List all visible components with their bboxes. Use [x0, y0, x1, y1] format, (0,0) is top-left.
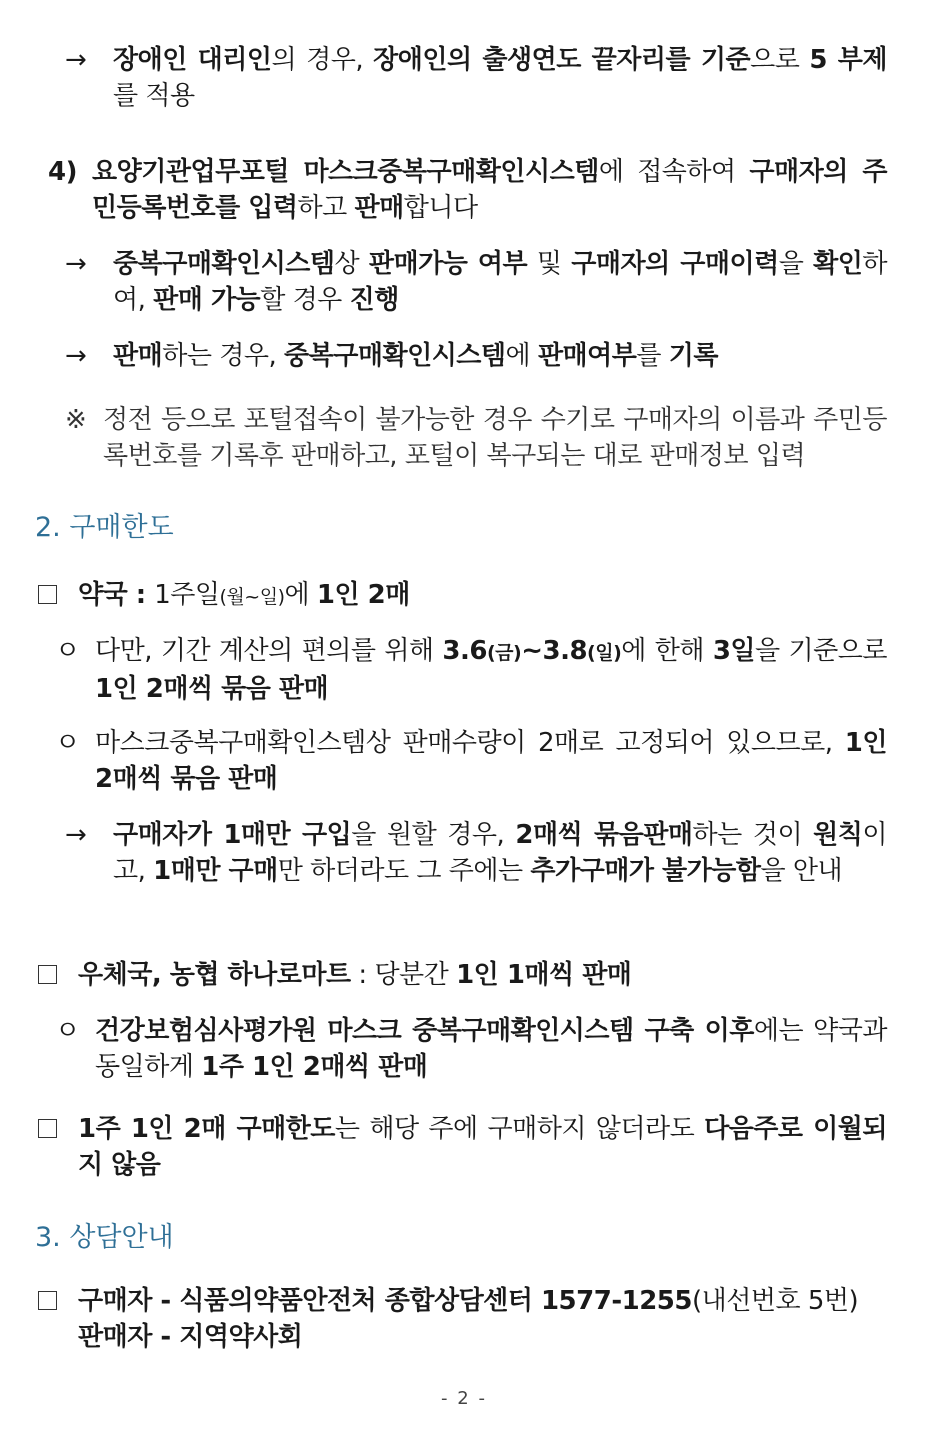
text-run: 에: [284, 580, 317, 610]
text-run: 기록: [668, 341, 719, 371]
bullet-circle: ㅇ: [55, 1016, 80, 1046]
text-run: 구매자의 구매이력: [571, 249, 779, 279]
text-run: 마스크중복구매확인스템상 판매수량이 2매로 고정되어 있으므로,: [95, 728, 845, 758]
text-run: 장애인 대리인: [113, 45, 272, 75]
text-run: 판매: [113, 341, 163, 371]
pharmacy-single-purchase-text: [113, 820, 887, 886]
text-run: : 당분간: [350, 960, 457, 990]
post-office-detail-text: [95, 1016, 887, 1082]
text-run: 1주 1인 2매씩 판매: [201, 1052, 428, 1082]
text-run: 에는 약국과 동일하게: [95, 1016, 887, 1082]
text-run: 를: [636, 341, 669, 371]
post-office-detail: [55, 1013, 887, 1085]
text-run: 추가구매가 불가능함: [530, 856, 761, 886]
pharmacy-detail-dates-text: [95, 636, 887, 704]
text-run: 장애인의 출생연도 끝자리를 기준: [373, 45, 751, 75]
text-run: 하고: [297, 193, 355, 223]
text-run: 으로: [750, 45, 810, 75]
text-run: 에: [505, 341, 538, 371]
weekly-limit-rule: [38, 1111, 887, 1183]
text-run: 확인: [813, 249, 863, 279]
bullet-circle: ㅇ: [55, 636, 80, 666]
text-run: 우체국, 농협 하나로마트: [78, 960, 351, 990]
text-run: 1인 2매씩 묶음 판매: [95, 674, 329, 704]
text-run: 1주일: [154, 580, 220, 610]
text-run: 구매자의 주민등록번호를 입력: [92, 157, 887, 223]
section-title-consultation: 3. 상담안내: [35, 1222, 174, 1253]
text-run: 의 경우,: [271, 45, 374, 75]
arrow-marker: →: [65, 341, 87, 371]
text-run: 에 접속하여: [598, 157, 750, 187]
pharmacy-rule-text: [78, 580, 410, 610]
text-run: 만 하더라도 그 주에는: [277, 856, 531, 886]
contact-seller: [78, 1319, 887, 1355]
checkbox-square-icon: [38, 1119, 57, 1138]
page-number: - 2 -: [441, 1388, 487, 1409]
text-run: 판매자 - 지역약사회: [78, 1322, 303, 1352]
text-run: 1인 1매씩 판매: [456, 960, 632, 990]
checkbox-square-icon: [38, 965, 57, 984]
text-run: 합니다: [403, 193, 478, 223]
item-number: 4): [48, 157, 77, 187]
text-run: 상: [334, 249, 369, 279]
item-4-arrow-record-text: [113, 341, 718, 371]
text-run: 판매 가능: [153, 285, 261, 315]
text-run: 하여,: [113, 249, 887, 315]
text-run: 에 한해: [621, 636, 713, 666]
text-run: 다음주로 이월되지 않음: [78, 1114, 887, 1180]
checkbox-square-icon: [38, 1291, 57, 1310]
checkbox-square-icon: [38, 585, 57, 604]
text-run: 하는 경우,: [162, 341, 284, 371]
section-title-purchase-limit: 2. 구매한도: [35, 512, 174, 543]
text-run: 약국: [78, 580, 128, 610]
text-run: 1매만 구매: [153, 856, 278, 886]
text-run: 3.6: [442, 636, 487, 666]
text-run: 1주 1인 2매 구매한도: [78, 1114, 335, 1144]
text-run: 2매씩 묶음판매: [515, 820, 693, 850]
text-run: (금): [486, 642, 522, 664]
pharmacy-single-purchase: [65, 817, 887, 889]
contact-info: [38, 1283, 887, 1355]
text-run: 이고,: [113, 820, 888, 886]
pharmacy-detail-fixed-qty-text: [95, 728, 887, 794]
agent-rule: [65, 42, 887, 114]
text-run: 5 부제: [809, 45, 888, 75]
item-4: [48, 154, 887, 226]
text-run: 판매: [354, 193, 404, 223]
item-4-arrow-record: [65, 338, 887, 374]
text-run: 을: [778, 249, 814, 279]
arrow-marker: →: [65, 820, 87, 850]
agent-rule-text: [113, 45, 887, 111]
text-run: 다만, 기간 계산의 편의를 위해: [95, 636, 443, 666]
text-run: 하는 것이: [692, 820, 814, 850]
text-run: 중복구매확인시스템: [113, 249, 335, 279]
item-4-text: [92, 157, 887, 223]
text-run: (월~일): [219, 586, 285, 608]
text-run: 할 경우: [260, 285, 350, 315]
pharmacy-detail-dates: [55, 633, 887, 707]
text-run: (일): [587, 642, 622, 664]
text-run: 요양기관업무포털 마스크중복구매확인시스템: [92, 157, 599, 187]
text-run: (내선번호 5번): [692, 1286, 859, 1316]
text-run: 을 기준으로: [755, 636, 887, 666]
pharmacy-rule: [38, 577, 887, 615]
post-office-rule-text: [78, 960, 631, 990]
text-run: 구매자가 1매만 구입: [113, 820, 352, 850]
text-run: 구매자 - 식품의약품안전처 종합상담센터 1577-1255: [78, 1286, 692, 1316]
text-run: :: [127, 580, 155, 610]
text-run: ~3.8: [521, 636, 588, 666]
text-run: 를 적용: [113, 81, 195, 111]
item-4-arrow-check-text: [113, 249, 887, 315]
text-run: 는 해당 주에 구매하지 않더라도: [334, 1114, 705, 1144]
text-run: 및: [527, 249, 572, 279]
text-run: 진행: [349, 285, 399, 315]
item-4-arrow-check: [65, 246, 887, 318]
outage-note: [65, 402, 887, 474]
bullet-circle: ㅇ: [55, 728, 80, 758]
note-marker: ※: [65, 405, 87, 435]
contact-buyer: [78, 1283, 887, 1319]
arrow-marker: →: [65, 249, 87, 279]
text-run: 1인 2매씩 묶음 판매: [95, 728, 887, 794]
text-run: 원칙: [813, 820, 863, 850]
text-run: 을 원할 경우,: [351, 820, 516, 850]
text-run: 판매가능 여부: [368, 249, 528, 279]
text-run: 판매여부: [537, 341, 637, 371]
text-run: 건강보험심사평가원 마스크 중복구매확인시스템 구축 이후: [95, 1016, 754, 1046]
pharmacy-detail-fixed-qty: [55, 725, 887, 797]
outage-note-text: [103, 405, 887, 471]
text-run: 을 안내: [760, 856, 843, 886]
text-run: 3일: [712, 636, 756, 666]
arrow-marker: →: [65, 45, 87, 75]
weekly-limit-rule-text: [78, 1114, 887, 1180]
post-office-rule: [38, 957, 887, 993]
text-run: 정전 등으로 포털접속이 불가능한 경우 수기로 구매자의 이름과 주민등록번호를 기록후 판매하고, 포털이 복구되는 대로 판매정보 입력: [103, 405, 887, 471]
text-run: 1인 2매: [316, 580, 410, 610]
text-run: 중복구매확인시스템: [284, 341, 506, 371]
